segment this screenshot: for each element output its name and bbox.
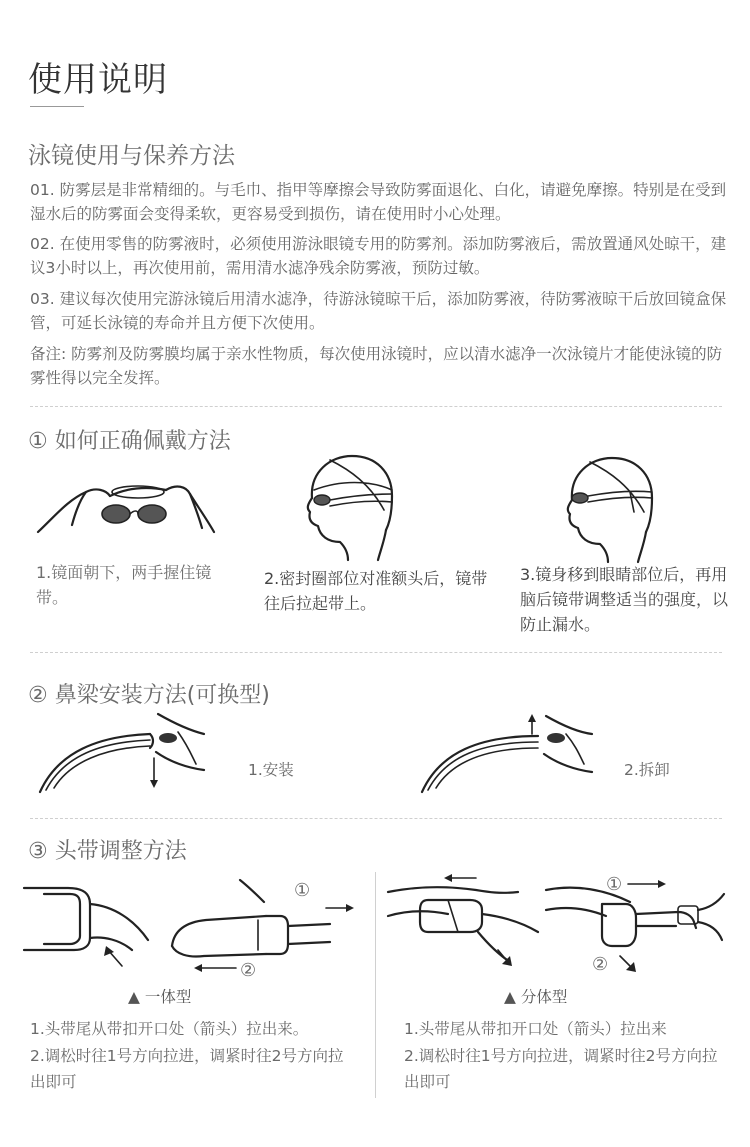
- nose-remove-label: 2.拆卸: [624, 761, 670, 779]
- care-note: 备注: 防雾剂及防雾膜均属于亲水性物质，每次使用泳镜时，应以清水滤净一次泳镜片才能使泳镜的防雾性得以完全发挥。: [30, 345, 723, 387]
- nose-bridge-remove-illustration: [420, 712, 620, 802]
- page-title: 使用说明: [28, 60, 168, 100]
- care-heading: 泳镜使用与保养方法: [28, 143, 235, 169]
- column-divider: [375, 872, 376, 1098]
- split-direction-1-marker: ①: [606, 874, 623, 895]
- nose-bridge-heading: ② 鼻梁安装方法(可换型): [28, 683, 270, 708]
- wear-step-3: 3.镜身移到眼睛部位后，再用脑后镜带调整适当的强度，以防止漏水。: [520, 565, 729, 634]
- wear-step-2: 2.密封圈部位对准额头后，镜带往后拉起带上。: [264, 569, 488, 613]
- wear-heading: ① 如何正确佩戴方法: [28, 429, 231, 454]
- split-type-step-2: 2.调松时往1号方向拉进，调紧时往2号方向拉出即可: [404, 1047, 718, 1091]
- one-piece-step-2: 2.调松时往1号方向拉进，调紧时往2号方向拉出即可: [30, 1047, 344, 1091]
- wear-step-1: 1.镜面朝下，两手握住镜带。: [36, 563, 212, 607]
- one-piece-buckle-illustration: [24, 880, 154, 970]
- split-type-label: ▲ 分体型: [504, 988, 568, 1006]
- head-wearing-goggles-illustration: [300, 450, 400, 560]
- one-piece-strap-adjust-illustration: [170, 876, 370, 976]
- nose-bridge-install-illustration: [38, 712, 238, 802]
- direction-1-marker: ①: [294, 880, 311, 901]
- split-buckle-illustration: [388, 870, 548, 970]
- divider: [30, 652, 722, 653]
- split-direction-2-marker: ②: [592, 954, 609, 975]
- care-item-3: 03. 建议每次使用完游泳镜后用清水滤净，待游泳镜晾干后，添加防雾液，待防雾液晾干后放回镜盒保管，可延长泳镜的寿命并且方便下次使用。: [30, 290, 727, 332]
- head-adjusting-strap-illustration: [560, 452, 660, 562]
- hands-holding-goggles-illustration: [36, 470, 216, 550]
- divider: [30, 406, 722, 407]
- care-item-1: 01. 防雾层是非常精细的。与毛巾、指甲等摩擦会导致防雾面退化、白化，请避免摩擦。特别是在受到湿水后的防雾面会变得柔软，更容易受到损伤，请在使用时小心处理。: [30, 181, 727, 223]
- nose-install-label: 1.安装: [248, 761, 294, 779]
- title-underline: [30, 106, 84, 107]
- care-item-2: 02. 在使用零售的防雾液时，必须使用游泳眼镜专用的防雾剂。添加防雾液后，需放置通风处晾干，建议3小时以上，再次使用前，需用清水滤净残余防雾液，预防过敏。: [30, 235, 727, 277]
- divider: [30, 818, 722, 819]
- one-piece-step-1: 1.头带尾从带扣开口处（箭头）拉出来。: [30, 1020, 309, 1038]
- split-type-step-1: 1.头带尾从带扣开口处（箭头）拉出来: [404, 1020, 667, 1038]
- one-piece-label: ▲ 一体型: [128, 988, 192, 1006]
- split-strap-adjust-illustration: [546, 870, 726, 970]
- strap-heading: ③ 头带调整方法: [28, 839, 187, 864]
- direction-2-marker: ②: [240, 960, 257, 981]
